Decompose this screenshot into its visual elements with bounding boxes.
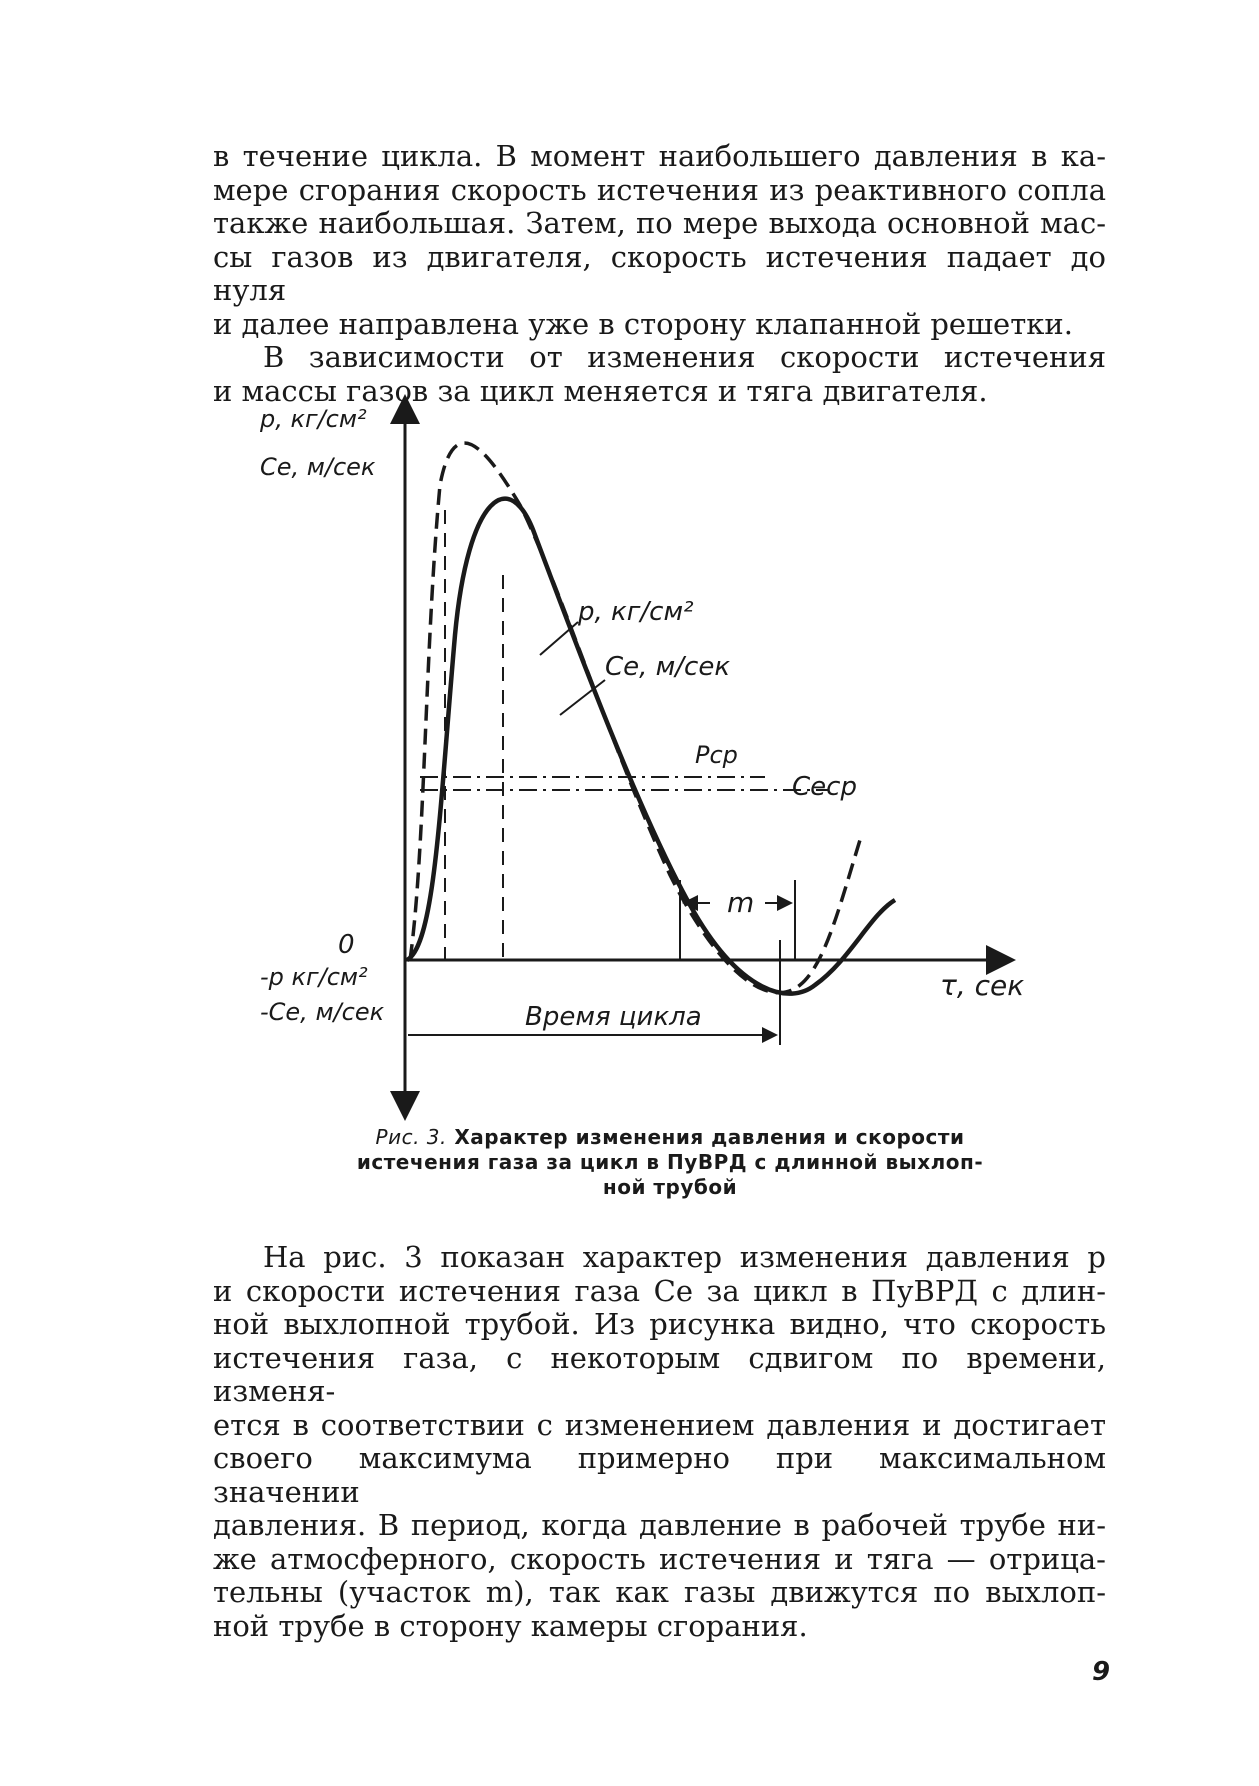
text-line: ется в соответствии с изменением давления и достигает [213,1407,1106,1442]
neg-axis-label-p: -p кг/см² [260,963,368,991]
avg-pressure-label: Pср [695,741,738,769]
text-line: ной трубе в сторону камеры сгорания. [213,1608,808,1643]
text-line: в течение цикла. В момент наибольшего давления в ка- [213,139,1106,173]
neg-axis-label-c: -Cе, м/сек [260,998,385,1026]
figure-caption [320,1125,1020,1200]
text-line: тельны (участок m), так как газы движутся по выхлоп- [213,1575,1106,1609]
pressure-curve-label: p, кг/см² [578,597,694,627]
caption-line: ной трубой [602,1175,738,1199]
text-line: сы газов из двигателя, скорость истечения падает до нуля [213,239,1106,307]
y-axis-label-c: Cе, м/сек [260,453,376,481]
origin-label: 0 [338,930,355,960]
text-line: На рис. 3 показан характер изменения давления p [263,1240,1106,1274]
bottom-paragraph [213,1241,1106,1643]
caption-line: истечения газа за цикл в ПуВРД с длинной выхлоп- [356,1150,984,1174]
text-line: мере сгорания скорость истечения из реактивного сопла [213,172,1106,207]
text-line: давления. В период, когда давление в рабочей трубе ни- [213,1508,1106,1542]
top-paragraph [213,140,1106,408]
figure-chart [260,385,1060,1125]
velocity-curve-label: Cе, м/сек [605,652,731,682]
text-line: и массы газов за цикл меняется и тяга двигателя. [213,373,988,408]
text-line: и далее направлена уже в сторону клапанной решетки. [213,306,1073,341]
text-line: В зависимости от изменения скорости истечения [263,340,1106,374]
pressure-curve [407,499,895,994]
text-line: истечения газа, с некоторым сдвигом по времени, изменя- [213,1340,1106,1408]
y-axis-label-p: p, кг/см² [260,405,367,433]
caption-label: Рис. 3. [375,1125,447,1149]
page-number: 9 [1092,1657,1111,1687]
avg-velocity-label: Cеср [792,772,857,802]
caption-line: Характер изменения давления и скорости [454,1125,965,1149]
x-axis-label: τ, сек [940,969,1025,1002]
text-line: также наибольшая. Затем, по мере выхода основной мас- [213,206,1106,240]
text-line: же атмосферного, скорость истечения и тяга — отрица- [213,1541,1106,1576]
text-line: своего максимума примерно при максимальном значении [213,1441,1106,1509]
chart-svg [260,385,1060,1125]
text-line: и скорости истечения газа Cе за цикл в ПуВРД с длин- [213,1273,1106,1308]
cycle-time-label: Время цикла [525,1002,702,1032]
m-interval-label: m [727,886,755,919]
text-line: ной выхлопной трубой. Из рисунка видно, что скорость [213,1307,1106,1341]
